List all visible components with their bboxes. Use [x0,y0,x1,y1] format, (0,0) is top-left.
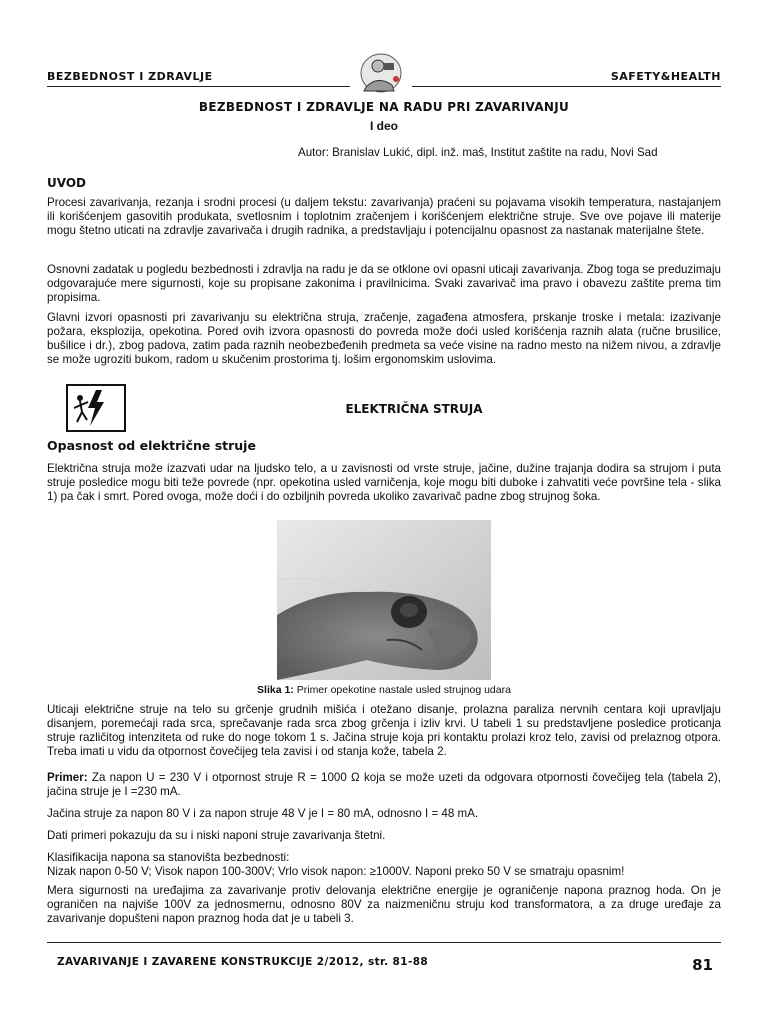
running-header-right: SAFETY&HEALTH [610,70,721,83]
welder-logo-icon [356,51,406,94]
article-title: BEZBEDNOST I ZDRAVLJE NA RADU PRI ZAVARIVANJU [198,100,570,114]
page-number: 81 [692,956,713,974]
article-part: I deo [369,119,398,133]
section-heading-struja: ELEKTRIČNA STRUJA [345,402,483,416]
paragraph-struja-6: Mera sigurnosti na uređajima za zavarivanje protiv delovanja električne energije je ograničenje napona praznog hoda. On je ograničen na najviše 100V za jednosmernu, odnosno 80V za naizmeničnu struju kod transformatora, a za druge uređaje za zavarivanje dopušteni napon praznog hoda dat je u tabeli 3. [47,884,721,925]
voltage-classification-heading: Klasifikacija napona sa stanovišta bezbednosti: [47,851,290,864]
figure-caption [0,684,768,696]
section-heading-uvod: UVOD [47,176,86,190]
header-rule-left [47,86,350,87]
journal-citation: ZAVARIVANJE I ZAVARENE KONSTRUKCIJE 2/2012, str. 81-88 [57,956,429,968]
paragraph-struja-4: Dati primeri pokazuju da su i niski naponi struje zavarivanja štetni. [47,829,386,842]
paragraph-struja-2: Uticaji električne struje na telo su grčenje grudnih mišića i otežano disanje, prolazna paraliza nervnih centara koji upravljaju disanjem, poremećaji rada srca, sprečavanje rada srca zbog grčenja i izliv krvi. U tabeli 1 su predstavljene posledice proticanja struje različitog intenziteta od ruke do noge tokom 1 s. Jačina struje koja pri kontaktu prolazi kroz telo, zavisi od prelaznog otpora. Treba imati u vidu da otpornost čovečijeg tela zavisi i od stanja kože, tabela 2. [47,703,721,758]
burn-injury-photo [277,520,491,680]
voltage-classification-values: Nizak napon 0-50 V; Visok napon 100-300V; Vrlo visok napon: ≥1000V. Naponi preko 50 V se smatraju opasnim! [47,865,625,878]
primer-text: Za napon U = 230 V i otpornost struje R = 1000 Ω koja se može uzeti da odgovara otpornosti čovečijeg tela (tabela 2), jačina struje je I =230 mA. [47,771,721,798]
primer-label: Primer: [47,771,88,784]
paragraph-primer [47,771,721,799]
paragraph-uvod-3: Glavni izvori opasnosti pri zavarivanju su električna struja, zračenje, zagađena atmosfera, prskanje troske i metala: izazivanje požara, eksplozija, opekotina. Pored ovih izvora opasnosti do povreda može doći usled korišćenja raznih alata (ručne brusilice, bušilice i dr.), zbog padova, zatim pada raznih neobezbeđenih predmeta sa veće visine na radno mesto na nižem nivou, a zdravlje se može ugroziti bukom, radom u skučenim prostorima tj. lošim ergonomskim uslovima. [47,311,721,366]
header-rule-right [412,86,721,87]
article-author: Autor: Branislav Lukić, dipl. inž. maš, Institut zaštite na radu, Novi Sad [298,146,658,159]
subsection-heading-opasnost: Opasnost od električne struje [47,438,256,453]
footer-rule [47,942,721,943]
paragraph-struja-3: Jačina struje za napon 80 V i za napon struje 48 V je I = 80 mA, odnosno I = 48 mA. [47,807,479,820]
running-header-left: BEZBEDNOST I ZDRAVLJE [47,70,213,83]
paragraph-uvod-1: Procesi zavarivanja, rezanja i srodni procesi (u daljem tekstu: zavarivanja) praćeni su pojavama visokih temperatura, nastajanjem ili korišćenjem gasovitih produkata, svetlosnim i toplotnim zračenjem i korišćenjem električne struje. Sve ove pojave ili materije mogu štetno uticati na zdravlje zavarivača i drugih radnika, a predstavljaju i potencijalnu opasnost za nastanak materijalne štete. [47,196,721,237]
paragraph-uvod-2: Osnovni zadatak u pogledu bezbednosti i zdravlja na radu je da se otklone ovi opasni uticaji zavarivanja. Zbog toga se preduzimaju odgovarajuće mere sigurnosti, koje su propisane zakonima i pravilnicima. Svaki zavarivač ima pravo i obavezu zaštite prema tim propisima. [47,263,721,304]
paragraph-struja-5 [47,851,721,879]
figure-caption-text: Primer opekotine nastale usled strujnog udara [293,684,511,696]
paragraph-struja-1: Električna struja može izazvati udar na ljudsko telo, a u zavisnosti od vrste struje, jačine, dužine trajanja dodira sa strujom i puta struje posledice mogu biti teže povrede (npr. opekotina usled varničenja, koje mogu biti duboke i zahvatiti veće površine tela - slika 1) pa čak i smrt. Pored ovoga, može doći i do ozbiljnih povreda ukoliko zavarivač padne zbog strujnog šoka. [47,462,721,503]
figure-caption-label: Slika 1: [257,684,294,696]
